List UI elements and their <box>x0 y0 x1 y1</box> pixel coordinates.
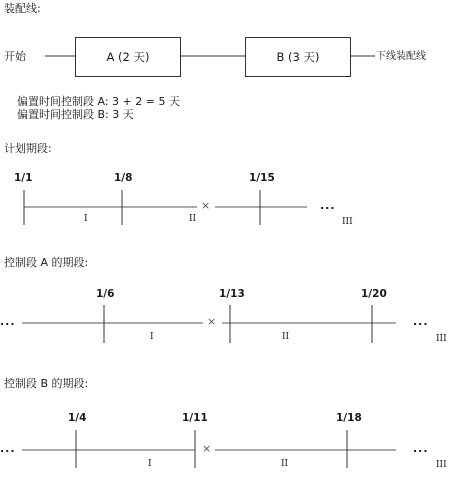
seg-b-date-2: 1/11 <box>182 412 208 424</box>
seg-a-ellipsis-right: ... <box>413 315 429 328</box>
plan-date-3: 1/15 <box>249 172 275 184</box>
offset-a-text: 偏置时间控制段 A: 3 + 2 = 5 天 <box>17 95 180 108</box>
seg-b-period-1: I <box>148 459 152 469</box>
seg-a-date-1: 1/6 <box>96 288 115 300</box>
plan-date-2: 1/8 <box>114 172 133 184</box>
plan-date-1: 1/1 <box>14 172 33 184</box>
box-b-label: B (3 天) <box>276 50 320 64</box>
plan-period-3: III <box>342 217 353 227</box>
seg-b-date-3: 1/18 <box>336 412 362 424</box>
seg-a-period-3: III <box>436 334 447 344</box>
seg-a-ellipsis-left: ... <box>0 315 16 328</box>
seg-b-ellipsis-right: ... <box>413 442 429 455</box>
seg-a-heading: 控制段 A 的期段: <box>4 256 89 269</box>
seg-b-cross-icon: × <box>202 442 212 455</box>
seg-a-date-2: 1/13 <box>219 288 245 300</box>
end-label: 下线装配线 <box>376 51 426 62</box>
seg-b-period-3: III <box>436 460 447 470</box>
seg-b-period-2: II <box>281 459 289 469</box>
start-label: 开始 <box>4 50 26 63</box>
seg-a-cross-icon: × <box>207 315 217 328</box>
plan-ellipsis: ... <box>320 199 336 212</box>
plan-cross-icon: × <box>201 199 211 212</box>
plan-period-2: II <box>189 214 197 224</box>
seg-b-ellipsis-left: ... <box>0 442 16 455</box>
plan-period-1: I <box>84 214 88 224</box>
seg-b-heading: 控制段 B 的期段: <box>4 377 89 390</box>
seg-a-period-1: I <box>150 332 154 342</box>
offset-b-text: 偏置时间控制段 B: 3 天 <box>17 108 134 121</box>
plan-heading: 计划期段: <box>4 142 52 155</box>
box-a <box>75 37 181 77</box>
seg-b-date-1: 1/4 <box>68 412 87 424</box>
box-b <box>245 37 351 77</box>
assembly-line-title: 装配线: <box>4 2 41 15</box>
seg-a-period-2: II <box>282 332 290 342</box>
box-a-label: A (2 天) <box>106 50 150 64</box>
seg-a-date-3: 1/20 <box>361 288 387 300</box>
